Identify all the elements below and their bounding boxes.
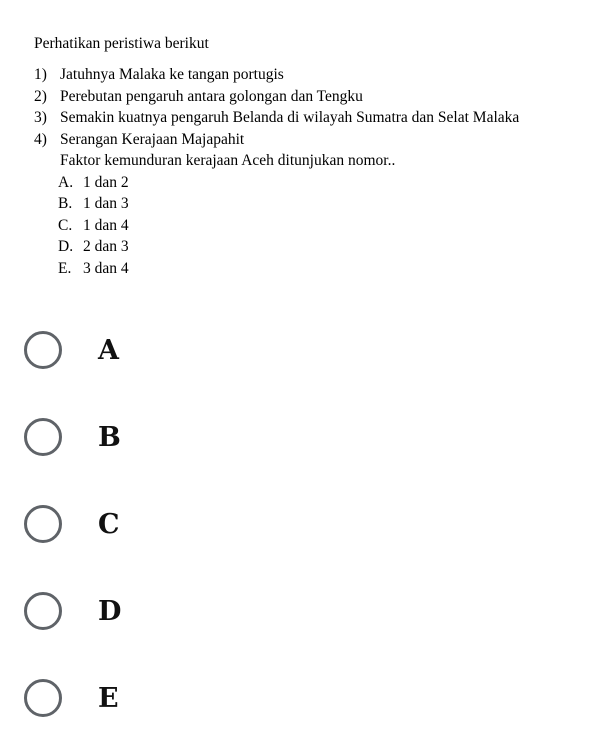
- option-text: 1 dan 2: [83, 173, 129, 191]
- statement-number: 4): [34, 130, 47, 148]
- option-item: [58, 215, 594, 237]
- option-letter: B.: [58, 195, 73, 212]
- answer-choice-d[interactable]: [24, 586, 204, 636]
- statement-text: Jatuhnya Malaka ke tangan portugis: [60, 66, 284, 83]
- answer-label-e: E: [98, 682, 119, 714]
- question-intro: Perhatikan peristiwa berikut: [34, 35, 209, 52]
- question-prompt: Faktor kemunduran kerajaan Aceh ditunjukan nomor..: [60, 152, 396, 169]
- answer-label-d: D: [98, 595, 122, 627]
- statement-item: [34, 129, 594, 151]
- statement-item: [34, 107, 594, 129]
- option-letter: C.: [58, 216, 73, 234]
- radio-button-e[interactable]: [24, 679, 62, 717]
- statement-number: 1): [34, 66, 47, 83]
- option-item: [58, 193, 594, 215]
- radio-button-d[interactable]: [24, 592, 62, 630]
- statement-text: Perebutan pengaruh antara golongan dan Tengku: [60, 87, 363, 105]
- radio-button-c[interactable]: [24, 505, 62, 543]
- option-text: 3 dan 4: [83, 259, 129, 277]
- option-item: [58, 172, 594, 194]
- option-text: 1 dan 3: [83, 195, 129, 212]
- option-letter: D.: [58, 238, 74, 255]
- radio-button-b[interactable]: [24, 418, 62, 456]
- answer-label-c: C: [98, 508, 120, 540]
- answer-label-a: A: [98, 334, 119, 366]
- answer-choice-a[interactable]: [24, 325, 204, 375]
- statement-number: 3): [34, 109, 47, 126]
- statement-item: [34, 86, 594, 108]
- option-list: [58, 172, 594, 280]
- answer-choice-c[interactable]: [24, 499, 204, 549]
- statement-text: Semakin kuatnya pengaruh Belanda di wilayah Sumatra dan Selat Malaka: [60, 109, 520, 126]
- statement-text: Serangan Kerajaan Majapahit: [60, 130, 245, 148]
- option-text: 2 dan 3: [83, 238, 129, 255]
- answer-choice-e[interactable]: [24, 673, 204, 723]
- option-item: [58, 236, 594, 258]
- statement-number: 2): [34, 87, 47, 105]
- option-letter: A.: [58, 173, 74, 191]
- question-block: [34, 33, 594, 279]
- answer-label-b: B: [98, 421, 121, 453]
- radio-button-a[interactable]: [24, 331, 62, 369]
- option-text: 1 dan 4: [83, 216, 129, 234]
- statement-item: [34, 64, 594, 86]
- answer-choice-b[interactable]: [24, 412, 204, 462]
- option-item: [58, 258, 594, 280]
- option-letter: E.: [58, 259, 72, 277]
